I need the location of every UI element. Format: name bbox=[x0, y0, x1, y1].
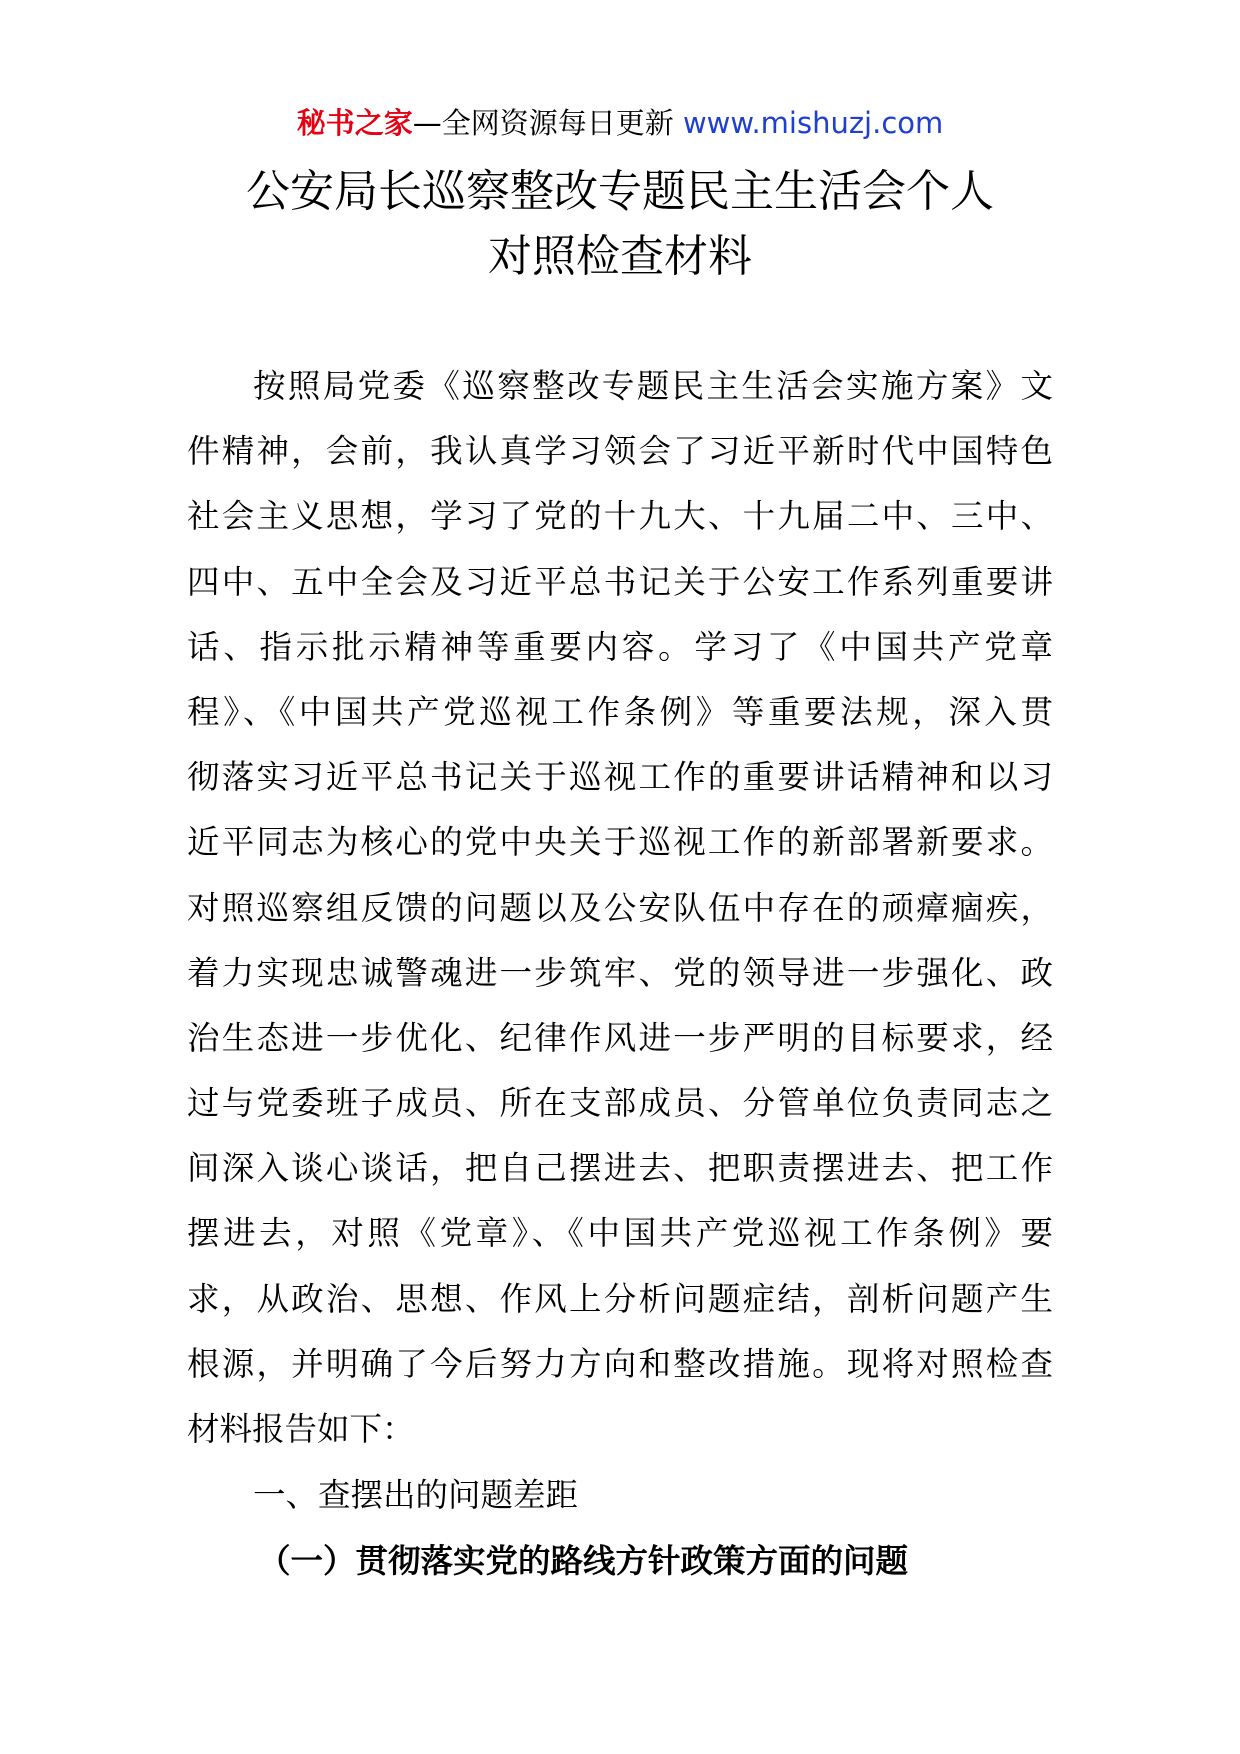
site-url-link[interactable]: www.mishuzj.com bbox=[682, 106, 944, 140]
body-line: 彻落实习近平总书记关于巡视工作的重要讲话精神和以习 bbox=[187, 758, 1053, 797]
subsection-heading: （一）贯彻落实党的路线方针政策方面的问题 bbox=[258, 1542, 909, 1580]
body-line: 近平同志为核心的党中央关于巡视工作的新部署新要求。 bbox=[187, 823, 1053, 862]
body-line: 对照巡察组反馈的问题以及公安队伍中存在的顽瘴痼疾， bbox=[187, 888, 1053, 927]
section-heading: 一、查摆出的问题差距 bbox=[253, 1476, 579, 1514]
body-line: 四中、五中全会及习近平总书记关于公安工作系列重要讲 bbox=[187, 562, 1053, 601]
body-line: 件精神，会前，我认真学习领会了习近平新时代中国特色 bbox=[187, 432, 1053, 471]
brand-tagline: —全网资源每日更新 bbox=[412, 106, 683, 140]
body-line: 治生态进一步优化、纪律作风进一步严明的目标要求，经 bbox=[187, 1018, 1053, 1057]
body-line: 社会主义思想，学习了党的十九大、十九届二中、三中、 bbox=[187, 497, 1053, 536]
document-title-line-2: 对照检查材料 bbox=[488, 231, 752, 282]
body-line: 过与党委班子成员、所在支部成员、分管单位负责同志之 bbox=[187, 1084, 1053, 1123]
brand-name: 秘书之家 bbox=[296, 106, 413, 140]
document-title-line-1: 公安局长巡察整改专题民主生活会个人 bbox=[246, 166, 994, 217]
body-line: 程》、《中国共产党巡视工作条例》等重要法规，深入贯 bbox=[187, 692, 1053, 731]
body-line: 按照局党委《巡察整改专题民主生活会实施方案》文 bbox=[253, 367, 1053, 405]
body-line: 间深入谈心谈话，把自己摆进去、把职责摆进去、把工作 bbox=[187, 1149, 1053, 1188]
body-line: 根源，并明确了今后努力方向和整改措施。现将对照检查 bbox=[187, 1344, 1053, 1383]
body-line: 话、指示批示精神等重要内容。学习了《中国共产党章 bbox=[187, 627, 1053, 666]
body-line: 求，从政治、思想、作风上分析问题症结，剖析问题产生 bbox=[187, 1279, 1053, 1318]
site-header bbox=[0, 101, 1240, 145]
body-paragraph bbox=[187, 354, 1053, 1462]
body-line: 材料报告如下： bbox=[187, 1410, 415, 1448]
body-line: 着力实现忠诚警魂进一步筑牢、党的领导进一步强化、政 bbox=[187, 953, 1053, 992]
body-line: 摆进去，对照《党章》、《中国共产党巡视工作条例》要 bbox=[187, 1214, 1053, 1253]
